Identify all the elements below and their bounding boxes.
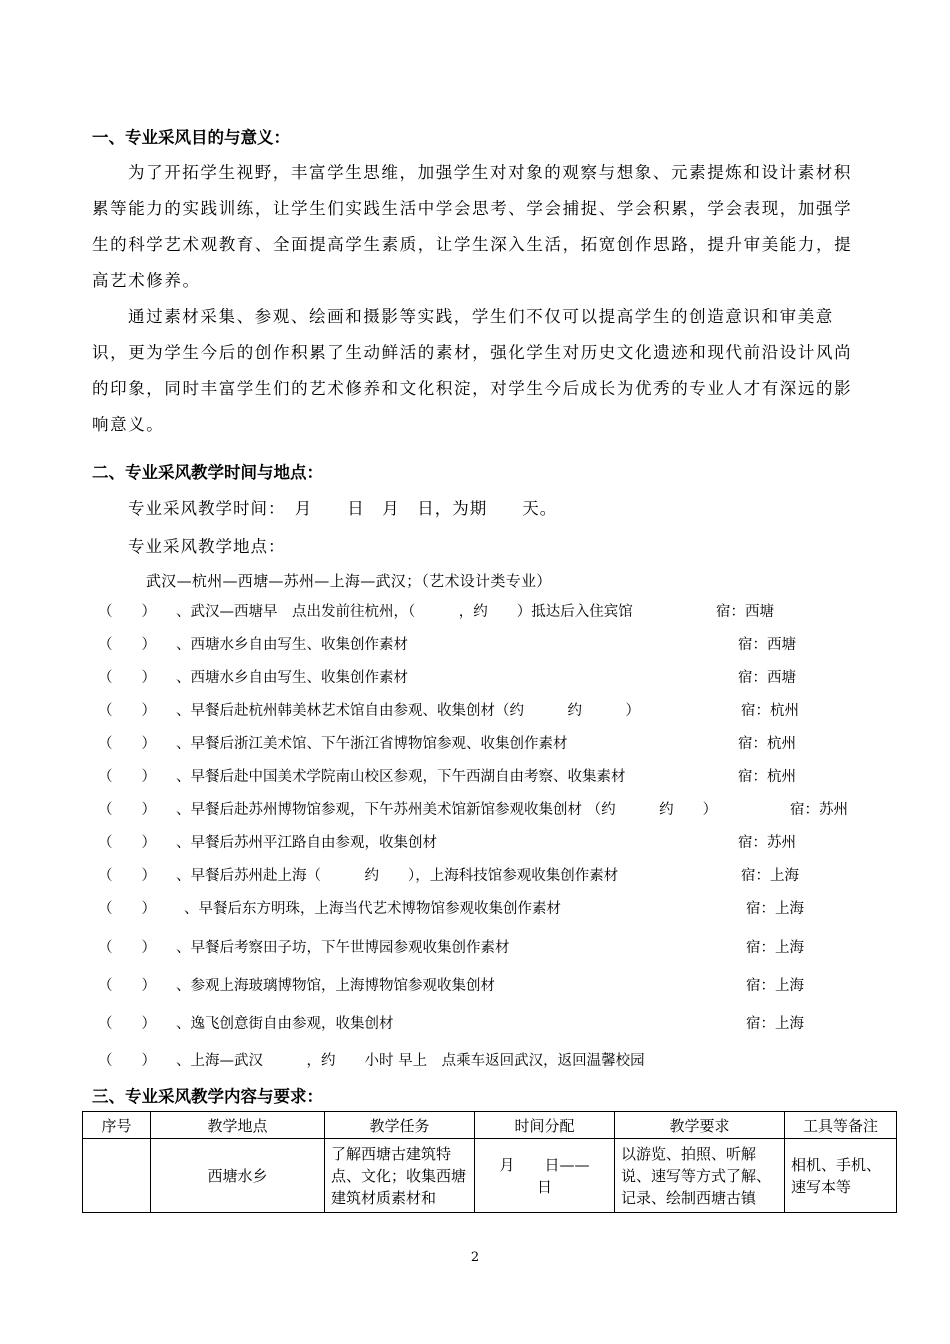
section-1-paragraph-2-text: 通过素材采集、参观、绘画和摄影等实践，学生们不仅可以提高学生的创造意识和审美意识，更为学生今后的创作积累了生动鲜活的素材，强化学生对历史文化遗迹和现代前沿设计风尚的印象，同时丰富学生们的艺术修养和文化积淀，对学生今后成长为优秀的专业人才有深远的影响意义。 — [92, 307, 853, 434]
schedule-date: （ ） — [98, 1016, 156, 1032]
section-1-paragraph-2 — [92, 299, 867, 443]
schedule-row — [98, 732, 868, 754]
schedule-activity: 、早餐后赴中国美术学院南山校区参观，下午西湖自由考察、收集素材 — [176, 769, 626, 785]
schedule-stay: 宿：上海 — [746, 901, 804, 917]
header-requirement: 教学要求 — [615, 1112, 785, 1139]
schedule-stay: 宿：西塘 — [738, 637, 796, 653]
table-row — [83, 1139, 897, 1213]
schedule-stay: 宿：苏州 — [738, 835, 796, 851]
schedule-row — [98, 699, 868, 721]
schedule-row — [98, 765, 868, 787]
schedule-activity: 、早餐后考察田子坊，下午世博园参观收集创作素材 — [176, 940, 510, 956]
schedule-row — [98, 864, 868, 886]
teaching-place-label: 专业采风教学地点： — [128, 537, 286, 556]
schedule-activity: 、早餐后赴苏州博物馆参观，下午苏州美术馆新馆参观收集创材 （约 约 ） — [176, 802, 718, 818]
schedule-date: （ ） — [98, 901, 156, 917]
schedule-row — [98, 1049, 868, 1071]
schedule-stay: 宿：西塘 — [738, 670, 796, 686]
schedule-row — [98, 666, 868, 688]
schedule-stay: 宿：上海 — [746, 940, 804, 956]
schedule-date: （ ） — [98, 604, 156, 620]
schedule-row — [98, 974, 868, 996]
schedule-date: （ ） — [98, 703, 156, 719]
section-1-paragraph-1 — [92, 155, 867, 299]
schedule-stay: 宿：杭州 — [738, 736, 796, 752]
schedule-stay: 宿：杭州 — [738, 769, 796, 785]
teaching-content-table — [82, 1111, 897, 1213]
schedule-date: （ ） — [98, 868, 156, 884]
cell-index — [83, 1139, 151, 1213]
schedule-date: （ ） — [98, 802, 156, 818]
schedule-date: （ ） — [98, 637, 156, 653]
section-3-heading: 三、专业采风教学内容与要求： — [92, 1087, 323, 1106]
schedule-activity: 、早餐后苏州赴上海（ 约 ），上海科技馆参观收集创作素材 — [176, 868, 619, 884]
schedule-date: （ ） — [98, 835, 156, 851]
header-task: 教学任务 — [325, 1112, 475, 1139]
cell-time: 月 日——日 — [475, 1139, 615, 1213]
schedule-activity: 、逸飞创意街自由参观，收集创材 — [176, 1016, 394, 1032]
schedule-activity: 、早餐后东方明珠，上海当代艺术博物馆参观收集创作素材 — [184, 901, 561, 917]
teaching-time-line: 专业采风教学时间： 月 日 月 日，为期 天。 — [128, 499, 558, 518]
schedule-activity: 、西塘水乡自由写生、收集创作素材 — [176, 670, 408, 686]
section-2-heading: 二、专业采风教学时间与地点： — [92, 463, 323, 482]
schedule-stay: 宿：上海 — [746, 1016, 804, 1032]
schedule-row — [98, 633, 868, 655]
schedule-activity: 、武汉—西塘早 点出发前往杭州，（ ，约 ）抵达后入住宾馆 — [176, 604, 633, 620]
cell-requirement: 以游览、拍照、听解说、速写等方式了解、记录、绘制西塘古镇 — [615, 1139, 785, 1213]
schedule-row — [98, 798, 868, 820]
schedule-row — [98, 936, 868, 958]
schedule-row — [98, 1012, 868, 1034]
cell-place: 西塘水乡 — [151, 1139, 325, 1213]
schedule-date: （ ） — [98, 978, 156, 994]
page-number: 2 — [470, 1250, 480, 1265]
schedule-activity: 、西塘水乡自由写生、收集创作素材 — [176, 637, 408, 653]
schedule-row — [98, 897, 868, 919]
schedule-date: （ ） — [98, 1053, 156, 1069]
schedule-row — [98, 831, 868, 853]
schedule-stay: 宿：西塘 — [716, 604, 774, 620]
schedule-activity: 、早餐后苏州平江路自由参观，收集创材 — [176, 835, 437, 851]
cell-task: 了解西塘古建筑特点、文化；收集西塘建筑材质素材和 — [325, 1139, 475, 1213]
schedule-date: （ ） — [98, 940, 156, 956]
schedule-activity: 、早餐后赴杭州韩美林艺术馆自由参观、收集创材（约 约 ） — [176, 703, 640, 719]
header-time: 时间分配 — [475, 1112, 615, 1139]
schedule-stay: 宿：苏州 — [790, 802, 848, 818]
schedule-activity: 、早餐后浙江美术馆、下午浙江省博物馆参观、收集创作素材 — [176, 736, 568, 752]
section-1-heading: 一、专业采风目的与意义： — [92, 128, 290, 147]
schedule-stay: 宿：上海 — [741, 868, 799, 884]
header-tools: 工具等备注 — [785, 1112, 897, 1139]
schedule-activity: 、上海—武汉 ，约 小时 早上 点乘车返回武汉，返回温馨校园 — [176, 1053, 645, 1069]
table-header-row — [83, 1112, 897, 1139]
schedule-date: （ ） — [98, 769, 156, 785]
section-1-paragraph-1-text: 为了开拓学生视野，丰富学生思维，加强学生对对象的观察与想象、元素提炼和设计素材积累等能力的实践训练，让学生们实践生活中学会思考、学会捕捉、学会积累，学会表现，加强学生的科学艺术观教育、全面提高学生素质，让学生深入生活，拓宽创作思路，提升审美能力，提高艺术修养。 — [92, 163, 853, 290]
header-index: 序号 — [83, 1112, 151, 1139]
schedule-activity: 、参观上海玻璃博物馆，上海博物馆参观收集创材 — [176, 978, 495, 994]
route-line: 武汉—杭州—西塘—苏州—上海—武汉；（艺术设计类专业） — [146, 572, 552, 590]
schedule-stay: 宿：上海 — [746, 978, 804, 994]
schedule-stay: 宿：杭州 — [741, 703, 799, 719]
schedule-date: （ ） — [98, 736, 156, 752]
cell-tools: 相机、手机、速写本等 — [785, 1139, 897, 1213]
schedule-row — [98, 600, 868, 622]
schedule-date: （ ） — [98, 670, 156, 686]
header-place: 教学地点 — [151, 1112, 325, 1139]
